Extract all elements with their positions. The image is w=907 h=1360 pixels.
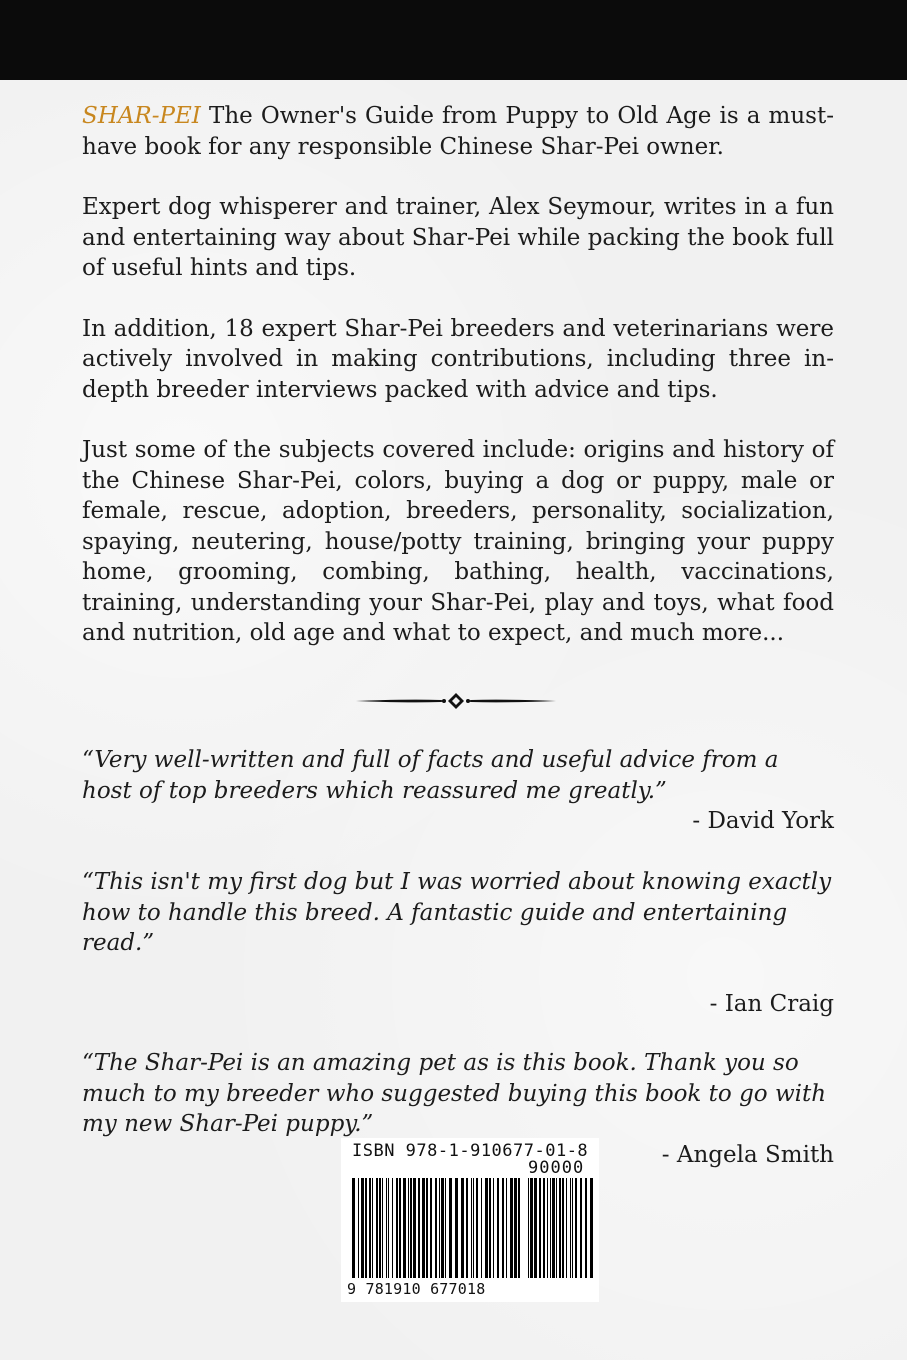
barcode-bar [552,1178,555,1278]
barcode-bar [580,1178,582,1278]
barcode-bar [439,1178,440,1278]
barcode-bar [376,1178,378,1278]
barcode-bar [361,1178,364,1278]
barcode-bar [392,1178,393,1278]
testimonial-author: - David York [692,808,834,834]
barcode-bar [585,1178,587,1278]
barcode-bar [396,1178,398,1278]
barcode-bar [502,1178,504,1278]
barcode-bar [382,1178,383,1278]
ornamental-divider [356,691,556,711]
barcode-bar [518,1178,520,1278]
barcode-bar [365,1178,367,1278]
barcode-bar [413,1178,416,1278]
barcode-bar [566,1178,567,1278]
intro-paragraph [82,101,834,162]
barcode-bar [358,1178,359,1278]
barcode-bar [572,1178,573,1278]
barcode-bar [489,1178,491,1278]
barcode-bar [497,1178,499,1278]
book-title-highlight: SHAR-PEI [82,103,201,129]
ean-digits: 9 781910 677018 [347,1280,486,1298]
barcode-bar [493,1178,494,1278]
testimonial [82,745,834,837]
barcode-bar [590,1178,593,1278]
barcode-bar [514,1178,517,1278]
description-block [82,101,834,679]
barcode-bar [435,1178,437,1278]
barcode-bar [386,1178,387,1278]
barcode-bar [388,1178,389,1278]
barcode-bar [471,1178,472,1278]
barcode-bar [422,1178,425,1278]
barcode-bar [485,1178,488,1278]
testimonial-quote: “The Shar-Pei is an amazing pet as is this book. Thank you so much to my breeder who suggested buying this book to go with my new Shar-Pei puppy.” [82,1050,827,1137]
barcode-bar [441,1178,444,1278]
isbn-label: ISBN 978-1-910677-01-8 [352,1141,589,1161]
paragraph-contributors: In addition, 18 expert Shar-Pei breeders and veterinarians were actively involved in making contributions, including three in-depth breeder interviews packed with advice and tips. [82,315,834,403]
barcode-bar [539,1178,541,1278]
barcode-bar [481,1178,482,1278]
barcode-bar [543,1178,545,1278]
barcode-bar [379,1178,381,1278]
barcode-bar [466,1178,468,1278]
barcode-bar [562,1178,564,1278]
testimonial-quote: “This isn't my first dog but I was worried about knowing exactly how to handle this breed. A fantastic guide and entertaining read.” [82,869,832,956]
testimonial-quote: “Very well-written and full of facts and useful advice from a host of top breeders which reassured me greatly.” [82,747,779,804]
top-black-bar [0,0,907,80]
testimonial-author: - Angela Smith [661,1141,834,1168]
barcode-bar [510,1178,513,1278]
barcode-bar [455,1178,458,1278]
barcode-bar [575,1178,577,1278]
barcode-bar [559,1178,561,1278]
testimonial-author: - Ian Craig [709,990,834,1017]
barcode-bar [408,1178,409,1278]
barcode-bar [530,1178,533,1278]
ean-barcode [352,1178,520,1278]
barcode-bar [534,1178,537,1278]
paragraph-subjects: Just some of the subjects covered include: origins and history of the Chinese Shar-Pei, colors, buying a dog or puppy, male or female, rescue, adoption, breeders, personality, socialization, spaying, neutering, house/potty training, bringing your puppy home, grooming, combing, bathing, health, vaccinations, training, understanding your Shar-Pei, play and toys, what food and nutrition, old age and what to expect, and much more... [82,437,834,646]
barcode-bar [369,1178,371,1278]
intro-text: The Owner's Guide from Puppy to Old Age is a must-have book for any responsible Chinese Shar-Pei owner. [82,103,834,160]
barcode-bar [570,1178,571,1278]
barcode-bar [550,1178,551,1278]
barcode-bar [473,1178,474,1278]
paragraph-author: Expert dog whisperer and trainer, Alex Seymour, writes in a fun and entertaining way about Shar-Pei while packing the book full of useful hints and tips. [82,194,834,281]
barcode-bar [528,1178,529,1278]
barcode-bar [461,1178,464,1278]
barcode-bar [506,1178,507,1278]
barcode-bar [430,1178,432,1278]
barcode-bar [449,1178,452,1278]
price-code: 90000 [528,1158,585,1178]
barcode-bar [547,1178,548,1278]
barcode-bar [418,1178,420,1278]
barcode-bar [352,1178,355,1278]
barcode-bar [403,1178,406,1278]
barcode-bar [410,1178,412,1278]
barcode-bar [445,1178,446,1278]
price-addon-barcode [528,1178,594,1278]
barcode-bar [426,1178,428,1278]
barcode-bar [556,1178,557,1278]
testimonial [82,867,834,1019]
barcode-bar [399,1178,401,1278]
barcode-bar [476,1178,478,1278]
barcode-bar [372,1178,373,1278]
